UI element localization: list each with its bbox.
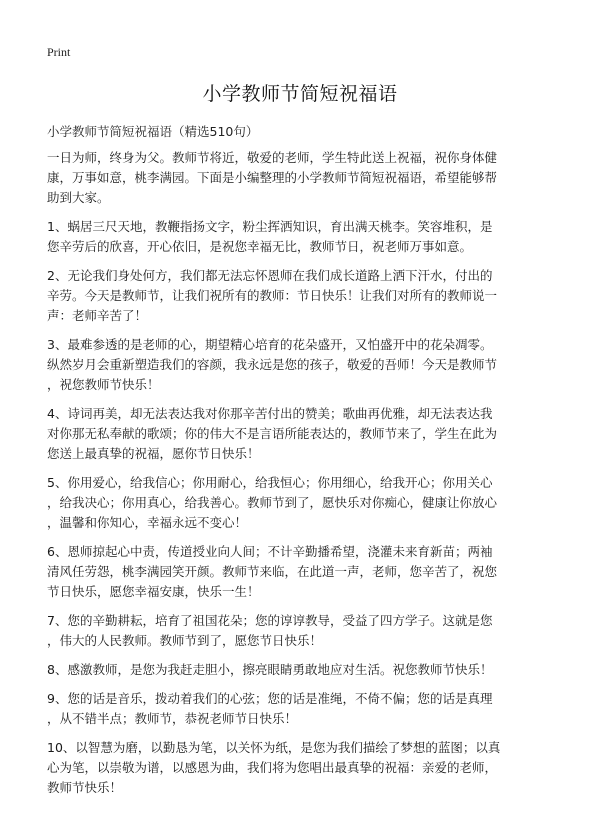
blessing-paragraph	[47, 689, 567, 729]
paragraph-line: 3、最难参透的是老师的心，期望精心培育的花朵盛开，又怕盛开中的花朵凋零。	[47, 337, 493, 352]
paragraph-line: 对你那无私奉献的歌颂；你的伟大不是言语所能表达的，教师节来了，学生在此为	[47, 426, 498, 441]
blessing-paragraph	[47, 611, 567, 651]
paragraph-line: 4、诗词再美，却无法表达我对你那辛苦付出的赞美；歌曲再优雅，却无法表达我	[47, 406, 493, 421]
paragraph-line: 10、以智慧为磨，以勤恳为笔，以关怀为纸，是您为我们描绘了梦想的蓝图；以真	[47, 740, 501, 755]
document-title: 小学教师节简短祝福语	[202, 83, 398, 105]
blessing-paragraph	[47, 266, 567, 326]
paragraph-line: 1、蜗居三尺天地，教鞭指扬文字，粉尘挥洒知识，育出满天桃李。笑容堆积，是	[47, 219, 493, 234]
blessing-paragraph	[47, 473, 567, 533]
paragraph-line: ，给我决心；你用真心，给我善心。教师节到了，愿快乐对你痴心，健康让你放心	[47, 495, 498, 510]
document-subtitle: 小学教师节简短祝福语（精选510句）	[47, 124, 259, 139]
paragraph-line: 5、你用爱心，给我信心；你用耐心，给我恒心；你用细心，给我开心；你用关心	[47, 475, 493, 490]
paragraph-line: 助到大家。	[47, 190, 110, 205]
blessing-paragraph	[47, 542, 567, 602]
blessing-paragraph	[47, 335, 567, 395]
paragraph-line: 声：老师辛苦了！	[47, 308, 148, 323]
paragraph-line: 6、恩师掠起心中责，传道授业向人间；不计辛勤播希望，浇灌未来育新苗；两袖	[47, 544, 493, 559]
paragraph-line: 7、您的辛勤耕耘，培育了祖国花朵；您的谆谆教导，受益了四方学子。这就是您	[47, 613, 493, 628]
paragraph-line: 纵然岁月会重新塑造我们的容颜，我永远是您的孩子，敬爱的吾师！今天是教师节	[47, 357, 498, 372]
paragraph-line: ，温馨和你知心，幸福永远不变心！	[47, 515, 248, 530]
paragraph-line: 您辛劳后的欣喜，开心依旧，是祝您幸福无比，教师节日，祝老师万事如意。	[47, 239, 473, 254]
document-body	[47, 148, 567, 807]
paragraph-line: ，祝您教师节快乐！	[47, 377, 160, 392]
paragraph-line: 心为笔，以崇敬为谱，以感恩为曲，我们将为您唱出最真挚的祝福：亲爱的老师，	[47, 760, 498, 775]
paragraph-line: 一日为师，终身为父。教师节将近，敬爱的老师，学生特此送上祝福，祝你身体健	[47, 150, 498, 165]
paragraph-line: 辛劳。今天是教师节，让我们祝所有的教师：节日快乐！让我们对所有的教师说一	[47, 288, 498, 303]
intro-paragraph	[47, 148, 567, 208]
paragraph-line: ，从不错半点；教师节，恭祝老师节日快乐！	[47, 711, 298, 726]
paragraph-line: 教师节快乐！	[47, 780, 123, 795]
paragraph-line: 节日快乐，愿您幸福安康，快乐一生！	[47, 584, 260, 599]
paragraph-line: ，伟大的人民教师。教师节到了，愿您节日快乐！	[47, 633, 323, 648]
paragraph-line: 清风任劳怨，桃李满园笑开颜。教师节来临，在此道一声，老师，您辛苦了，祝您	[47, 564, 498, 579]
print-label: Print	[47, 45, 71, 59]
blessing-paragraph	[47, 217, 567, 257]
paragraph-line: 8、感激教师，是您为我赶走胆小，擦亮眼睛勇敢地应对生活。祝您教师节快乐！	[47, 662, 493, 677]
blessing-paragraph	[47, 404, 567, 464]
paragraph-line: 康，万事如意，桃李满园。下面是小编整理的小学教师节简短祝福语，希望能够帮	[47, 170, 498, 185]
paragraph-line: 2、无论我们身处何方，我们都无法忘怀恩师在我们成长道路上洒下汗水，付出的	[47, 268, 493, 283]
paragraph-line: 您送上最真挚的祝福，愿你节日快乐！	[47, 446, 260, 461]
blessing-paragraph	[47, 660, 567, 680]
paragraph-line: 9、您的话是音乐，拨动着我们的心弦；您的话是准绳，不倚不偏；您的话是真理	[47, 691, 493, 706]
blessing-paragraph	[47, 738, 567, 798]
